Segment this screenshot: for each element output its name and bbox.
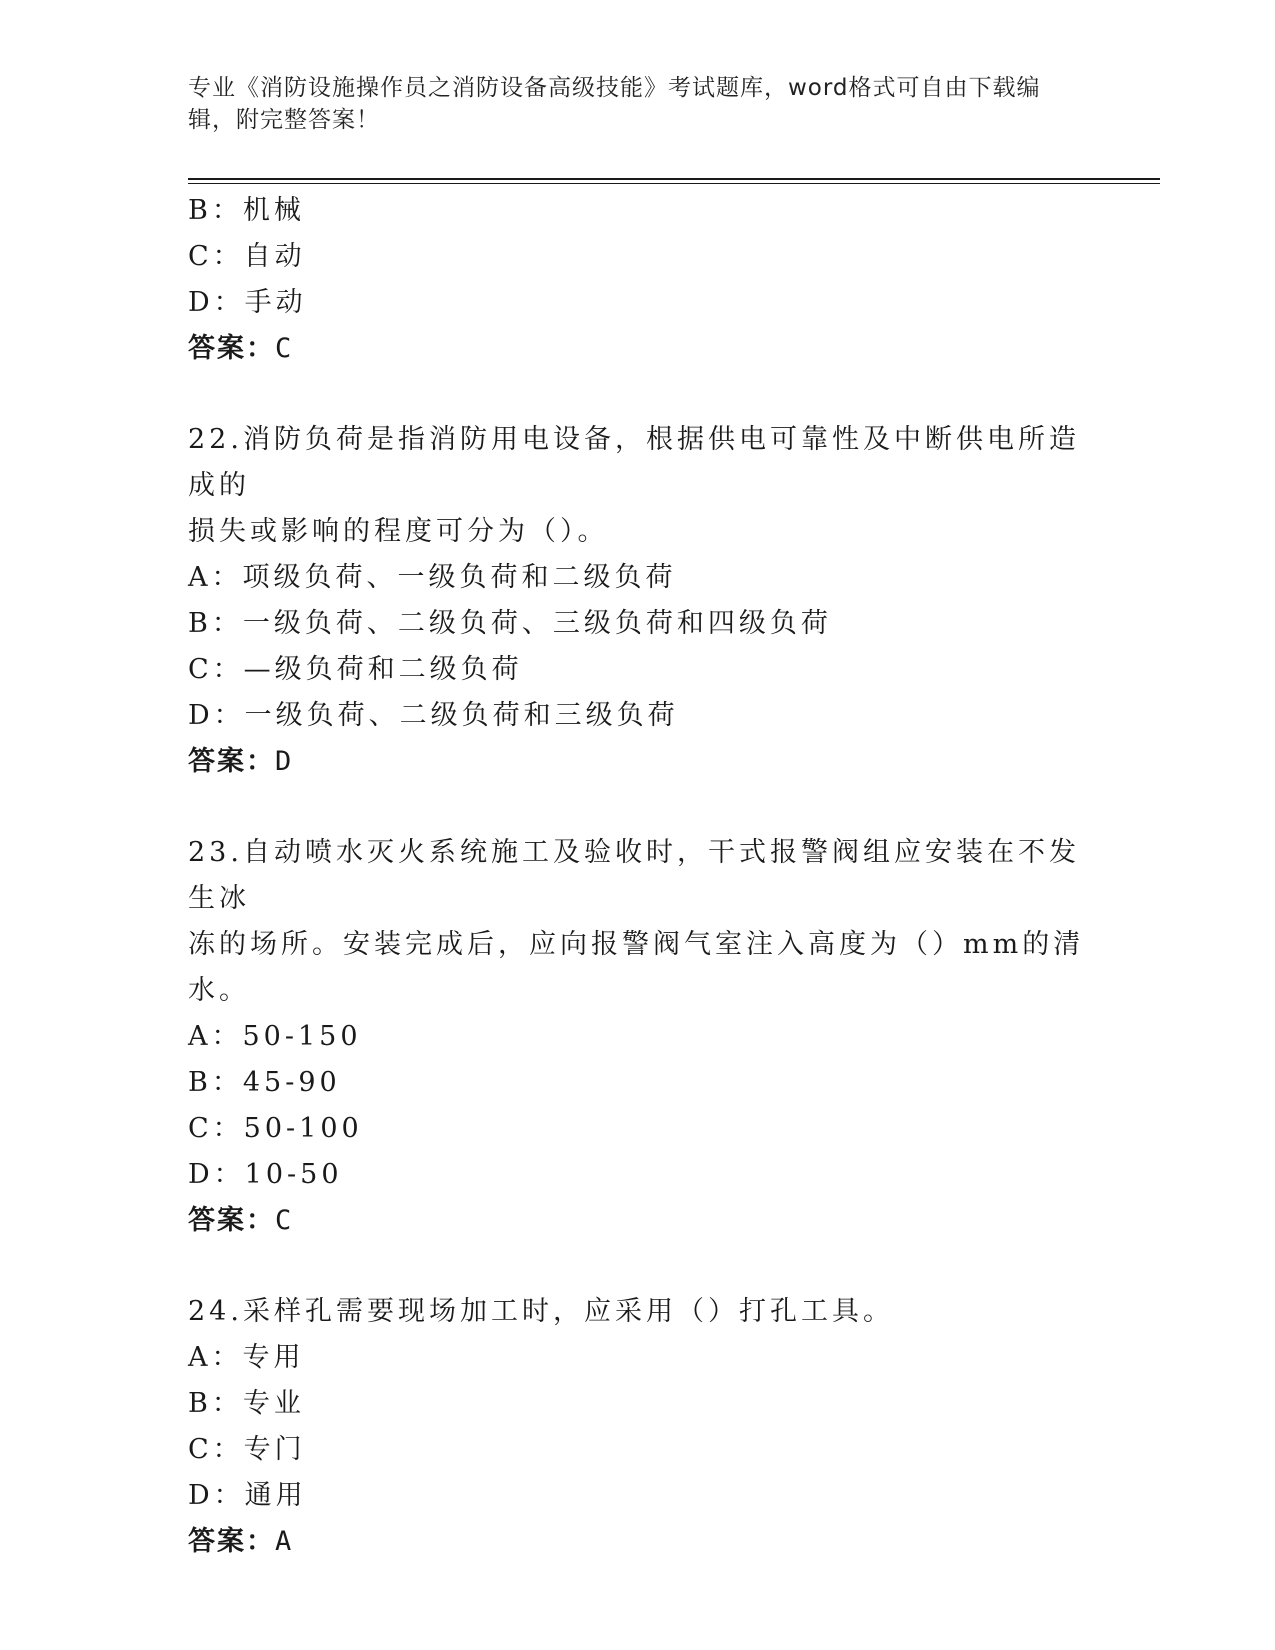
option-a (188, 1014, 1088, 1060)
question-stem (188, 1289, 1088, 1335)
answer-value: A (275, 1526, 294, 1557)
answer-line (188, 326, 1088, 372)
option-a (188, 555, 1088, 601)
stem-line-1: 22.消防负荷是指消防用电设备，根据供电可靠性及中断供电所造成的 (188, 424, 1080, 501)
option-b (188, 1381, 1088, 1427)
option-label: B： (188, 1067, 243, 1098)
answer-label: 答案： (188, 1205, 275, 1236)
answer-value: C (275, 1205, 294, 1236)
option-d (188, 1152, 1088, 1198)
answer-value: C (275, 333, 294, 364)
option-a (188, 1335, 1088, 1381)
option-label: B： (188, 1388, 243, 1419)
option-label: C： (188, 1113, 244, 1144)
option-label: A： (188, 1342, 243, 1373)
option-text: 通用 (244, 1480, 307, 1511)
option-c (188, 234, 1088, 280)
answer-label: 答案： (188, 1526, 275, 1557)
option-label: D： (188, 287, 245, 318)
option-label: A： (188, 1021, 243, 1052)
option-c (188, 1427, 1088, 1473)
option-text: 50-150 (242, 1021, 362, 1052)
option-label: C： (188, 654, 244, 685)
option-label: C： (188, 241, 244, 272)
answer-line (188, 1519, 1088, 1565)
question-21-continued (188, 188, 1088, 372)
option-text: 45-90 (242, 1067, 341, 1098)
stem-line-2: 损失或影响的程度可分为（）。 (188, 516, 609, 547)
answer-line (188, 1198, 1088, 1244)
option-label: D： (188, 700, 245, 731)
header-rule-thick (188, 178, 1160, 180)
question-stem (188, 830, 1088, 922)
option-text: 一级负荷、二级负荷、三级负荷和四级负荷 (242, 608, 832, 639)
option-text: 自动 (243, 241, 306, 272)
option-text: 专业 (242, 1388, 305, 1419)
document-body (188, 188, 1088, 1565)
option-text: —级负荷和二级负荷 (243, 654, 523, 685)
option-c (188, 647, 1088, 693)
option-label: B： (188, 608, 243, 639)
option-text: 专用 (242, 1342, 305, 1373)
option-d (188, 1473, 1088, 1519)
document-header (188, 72, 1078, 136)
option-c (188, 1106, 1088, 1152)
option-b (188, 1060, 1088, 1106)
stem-line-2: 冻的场所。安装完成后，应向报警阀气室注入高度为（）mm的清水。 (188, 929, 1085, 1006)
option-label: C： (188, 1434, 244, 1465)
option-b (188, 188, 1088, 234)
question-24 (188, 1289, 1088, 1565)
option-d (188, 693, 1088, 739)
option-text: 专门 (243, 1434, 306, 1465)
option-text: 项级负荷、一级负荷和二级负荷 (242, 562, 677, 593)
spacer (188, 372, 1088, 417)
option-text: 50-100 (243, 1113, 363, 1144)
spacer (188, 1244, 1088, 1289)
header-text: 专业《消防设施操作员之消防设备高级技能》考试题库，word格式可自由下载编辑，附完整答案！ (188, 75, 1041, 133)
question-stem (188, 417, 1088, 509)
option-label: D： (188, 1480, 245, 1511)
header-rule-thin (188, 183, 1160, 184)
option-text: 手动 (244, 287, 307, 318)
question-stem-cont (188, 922, 1088, 1014)
stem-line-1: 24.采样孔需要现场加工时，应采用（）打孔工具。 (188, 1296, 894, 1327)
question-22 (188, 417, 1088, 785)
option-text: 10-50 (244, 1159, 343, 1190)
answer-value: D (275, 746, 294, 777)
option-text: 一级负荷、二级负荷和三级负荷 (244, 700, 679, 731)
stem-line-1: 23.自动喷水灭火系统施工及验收时，干式报警阀组应安装在不发生冰 (188, 837, 1080, 914)
option-label: A： (188, 562, 243, 593)
option-label: B： (188, 195, 243, 226)
question-23 (188, 830, 1088, 1244)
option-label: D： (188, 1159, 245, 1190)
spacer (188, 785, 1088, 830)
answer-label: 答案： (188, 333, 275, 364)
option-d (188, 280, 1088, 326)
answer-label: 答案： (188, 746, 275, 777)
question-stem-cont (188, 509, 1088, 555)
option-b (188, 601, 1088, 647)
answer-line (188, 739, 1088, 785)
option-text: 机械 (242, 195, 305, 226)
